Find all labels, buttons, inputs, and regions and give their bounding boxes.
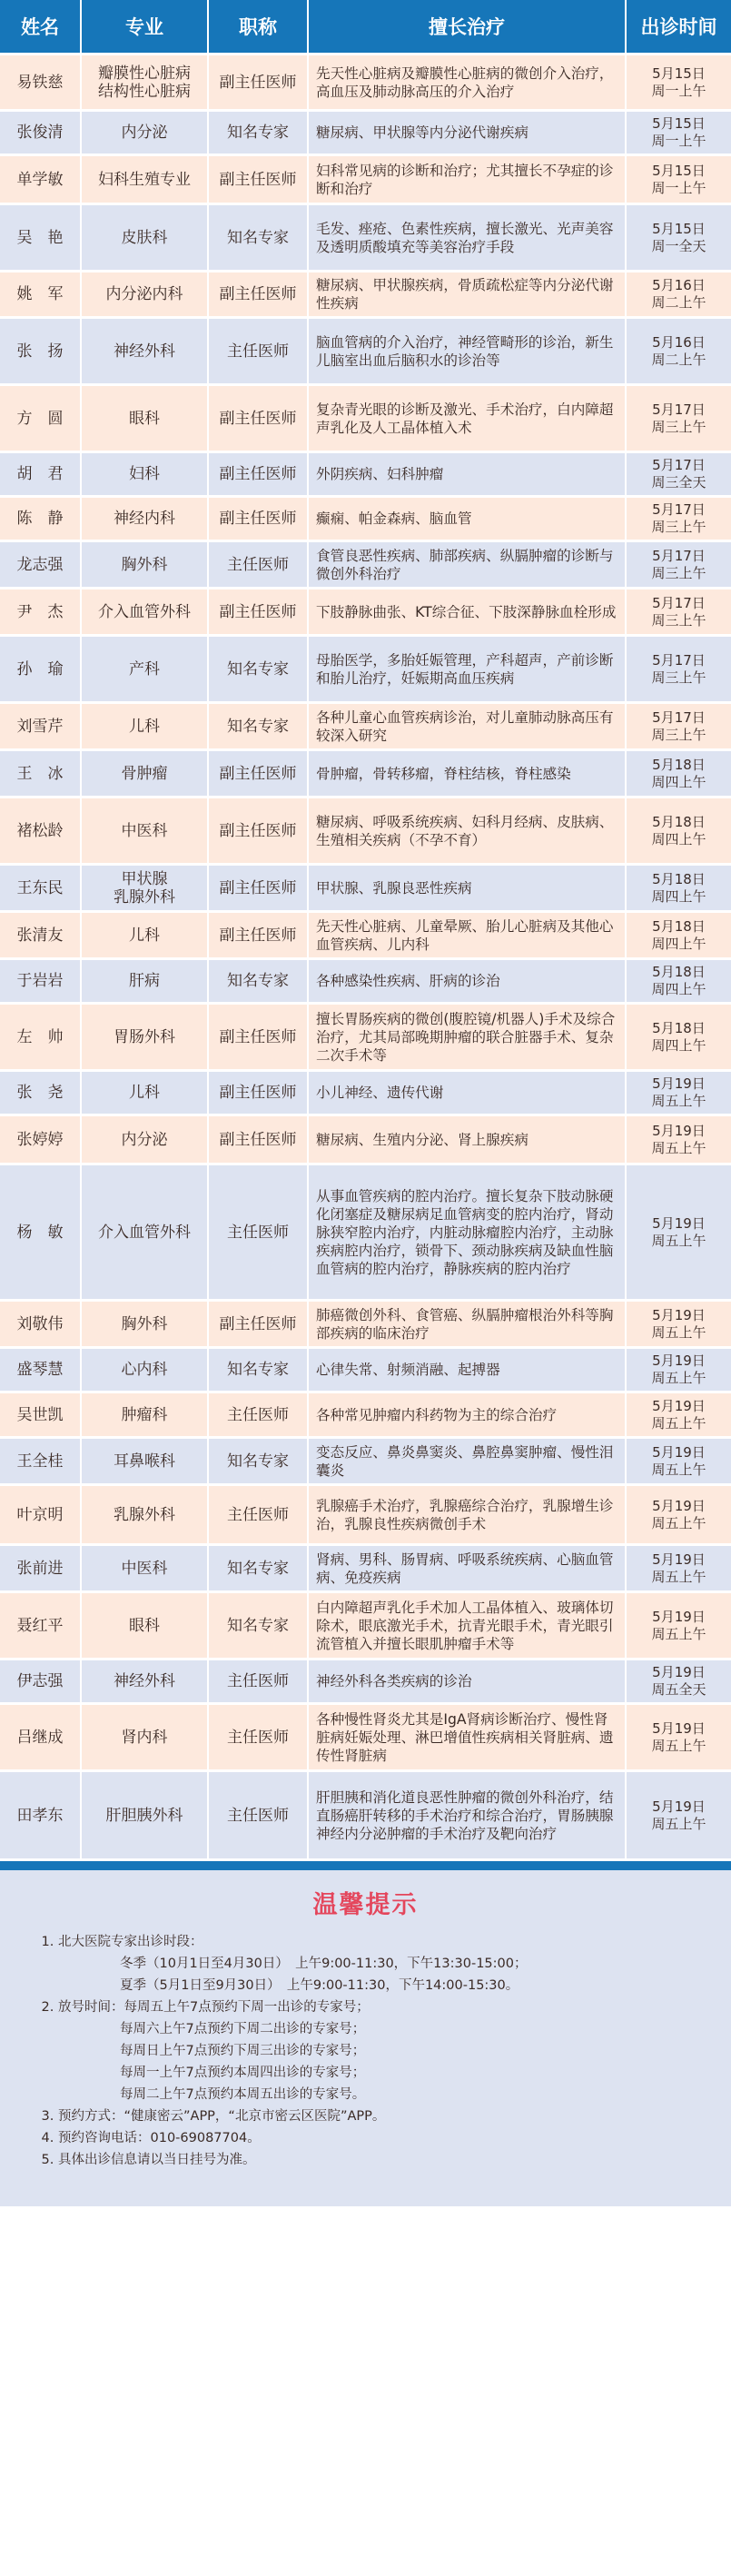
department: 产科 <box>82 637 209 704</box>
department: 内分泌 <box>82 112 209 156</box>
specialty: 先天性心脏病、儿童晕厥、胎儿心脏病及其他心血管疾病、儿内科 <box>309 913 627 960</box>
doctor-title: 副主任医师 <box>209 751 309 798</box>
table-body <box>0 55 731 1861</box>
specialty: 先天性心脏病及瓣膜性心脏病的微创介入治疗，高血压及肺动脉高压的介入治疗 <box>309 55 627 112</box>
tips-title: 温馨提示 <box>312 1891 419 1919</box>
clinic-date: 5月18日 <box>652 870 706 887</box>
specialty: 外阴疾病、妇科肿瘤 <box>309 453 627 498</box>
clinic-slot: 周四上午 <box>651 981 706 997</box>
doctor-title: 知名专家 <box>209 1546 309 1593</box>
doctor-name: 田孝东 <box>0 1772 82 1861</box>
specialty: 肺癌微创外科、食管癌、纵膈肿瘤根治外科等胸部疾病的临床治疗 <box>309 1302 627 1349</box>
specialty: 癫痫、帕金森病、脑血管 <box>309 498 627 542</box>
clinic-time <box>627 1439 731 1486</box>
doctor-name: 张 尧 <box>0 1072 82 1116</box>
department: 儿科 <box>82 1072 209 1116</box>
table-row <box>0 1660 731 1705</box>
department: 内分泌 <box>82 1116 209 1165</box>
specialty: 变态反应、鼻炎鼻窦炎、鼻腔鼻窦肿瘤、慢性泪囊炎 <box>309 1439 627 1486</box>
clinic-slot: 周五上午 <box>651 1514 706 1531</box>
clinic-slot: 周三上午 <box>651 519 706 535</box>
specialty: 脑血管病的介入治疗，神经管畸形的诊治，新生儿脑室出血后脑积水的诊治等 <box>309 319 627 386</box>
department: 肝胆胰外科 <box>82 1772 209 1861</box>
clinic-date: 5月19日 <box>652 1443 706 1461</box>
doctor-title: 副主任医师 <box>209 272 309 319</box>
clinic-date: 5月16日 <box>652 333 706 351</box>
doctor-name: 张 扬 <box>0 319 82 386</box>
department: 内分泌内科 <box>82 272 209 319</box>
doctor-title: 副主任医师 <box>209 1005 309 1072</box>
clinic-slot: 周五上午 <box>651 1568 706 1585</box>
clinic-date: 5月18日 <box>652 964 706 980</box>
department: 皮肤科 <box>82 205 209 272</box>
doctor-name: 易铁慈 <box>0 55 82 112</box>
doctor-name: 尹 杰 <box>0 590 82 637</box>
table-row <box>0 913 731 960</box>
clinic-time <box>627 1705 731 1772</box>
doctor-title: 主任医师 <box>209 1660 309 1705</box>
clinic-slot: 周四上午 <box>651 773 706 790</box>
doctor-title: 主任医师 <box>209 1772 309 1861</box>
specialty: 擅长胃肠疾病的微创(腹腔镜/机器人)手术及综合治疗，尤其局部晚期肿瘤的联合脏器手术、复杂二次手术等 <box>309 1005 627 1072</box>
clinic-time <box>627 319 731 386</box>
table-row <box>0 386 731 453</box>
doctor-title: 主任医师 <box>209 1486 309 1546</box>
doctor-name: 陈 静 <box>0 498 82 542</box>
specialty: 各种感染性疾病、肝病的诊治 <box>309 960 627 1005</box>
table-row <box>0 1302 731 1349</box>
clinic-slot: 周一全天 <box>651 237 706 254</box>
doctor-name: 于岩岩 <box>0 960 82 1005</box>
doctor-title: 副主任医师 <box>209 386 309 453</box>
table-row <box>0 1165 731 1302</box>
doctor-name: 吕继成 <box>0 1705 82 1772</box>
clinic-time <box>627 913 731 960</box>
table-row <box>0 798 731 866</box>
doctor-name: 杨 敏 <box>0 1165 82 1302</box>
table-row <box>0 1072 731 1116</box>
clinic-time <box>627 1005 731 1072</box>
clinic-date: 5月18日 <box>652 813 706 830</box>
tips-item-2 <box>58 1996 713 2105</box>
specialty: 食管良恶性疾病、肺部疾病、纵膈肿瘤的诊断与微创外科治疗 <box>309 542 627 590</box>
clinic-time <box>627 1072 731 1116</box>
clinic-slot: 周四上午 <box>651 1036 706 1054</box>
department: 乳腺外科 <box>82 1486 209 1546</box>
clinic-time <box>627 590 731 637</box>
department: 介入血管外科 <box>82 1165 209 1302</box>
clinic-slot: 周一上午 <box>651 133 706 149</box>
clinic-slot: 周五上午 <box>651 1461 706 1478</box>
table-row <box>0 453 731 498</box>
table-row <box>0 542 731 590</box>
doctor-title: 主任医师 <box>209 319 309 386</box>
doctor-name: 刘敬伟 <box>0 1302 82 1349</box>
header-specialty: 擅长治疗 <box>309 0 627 55</box>
clinic-slot: 周三全天 <box>651 474 706 490</box>
table-row <box>0 156 731 205</box>
table-row <box>0 205 731 272</box>
clinic-time <box>627 1302 731 1349</box>
clinic-time <box>627 156 731 205</box>
clinic-date: 5月19日 <box>652 1352 706 1369</box>
doctor-title: 主任医师 <box>209 1705 309 1772</box>
doctor-name: 方 圆 <box>0 386 82 453</box>
department: 介入血管外科 <box>82 590 209 637</box>
specialty: 糖尿病、呼吸系统疾病、妇科月经病、皮肤病、生殖相关疾病（不孕不育） <box>309 798 627 866</box>
doctor-title: 副主任医师 <box>209 590 309 637</box>
doctor-name: 张婷婷 <box>0 1116 82 1165</box>
clinic-time <box>627 1393 731 1439</box>
clinic-time <box>627 1116 731 1165</box>
department: 肾内科 <box>82 1705 209 1772</box>
clinic-time <box>627 386 731 453</box>
clinic-date: 5月17日 <box>652 594 706 611</box>
doctor-title: 副主任医师 <box>209 453 309 498</box>
doctor-name: 褚松龄 <box>0 798 82 866</box>
table-row <box>0 1705 731 1772</box>
doctor-name: 吴 艳 <box>0 205 82 272</box>
doctor-name: 左 帅 <box>0 1005 82 1072</box>
clinic-time <box>627 205 731 272</box>
table-row <box>0 1116 731 1165</box>
table-row <box>0 112 731 156</box>
doctor-name: 龙志强 <box>0 542 82 590</box>
clinic-slot: 周三上午 <box>651 611 706 629</box>
department: 瓣膜性心脏病 结构性心脏病 <box>82 55 209 112</box>
department: 肝病 <box>82 960 209 1005</box>
table-row <box>0 1546 731 1593</box>
table-row <box>0 960 731 1005</box>
doctor-name: 刘雪芹 <box>0 704 82 751</box>
doctor-name: 王 冰 <box>0 751 82 798</box>
clinic-date: 5月19日 <box>652 1397 706 1414</box>
clinic-time <box>627 453 731 498</box>
clinic-date: 5月19日 <box>652 1551 706 1568</box>
clinic-slot: 周五上午 <box>651 1815 706 1832</box>
doctor-title: 副主任医师 <box>209 798 309 866</box>
tips-item-4: 4. 预约咨询电话：010-69087704。 <box>58 2127 713 2149</box>
clinic-slot: 周五上午 <box>651 1323 706 1341</box>
specialty: 糖尿病、生殖内分泌、肾上腺疾病 <box>309 1116 627 1165</box>
clinic-date: 5月19日 <box>652 1719 706 1737</box>
doctor-name: 孙 瑜 <box>0 637 82 704</box>
tips-summer-hours: 夏季（5月1日至9月30日） 上午9:00-11:30，下午14:00-15:30。 <box>120 1978 519 1993</box>
department: 心内科 <box>82 1349 209 1393</box>
tips-item-3: 3. 预约方式：“健康密云”APP，“北京市密云区医院”APP。 <box>58 2105 713 2127</box>
clinic-date: 5月18日 <box>652 917 706 935</box>
table-row <box>0 498 731 542</box>
doctor-title: 知名专家 <box>209 704 309 751</box>
table-row <box>0 637 731 704</box>
tips-release-line-3: 每周日上午7点预约下周三出诊的专家号； <box>120 2044 366 2058</box>
table-row <box>0 1349 731 1393</box>
clinic-date: 5月15日 <box>652 220 706 237</box>
header-dept: 专业 <box>82 0 209 55</box>
clinic-date: 5月17日 <box>652 708 706 726</box>
doctor-title: 知名专家 <box>209 637 309 704</box>
specialty: 各种慢性肾炎尤其是IgA肾病诊断治疗、慢性肾脏病妊娠处理、淋巴增值性疾病相关肾脏病、遗传性肾脏病 <box>309 1705 627 1772</box>
department: 儿科 <box>82 704 209 751</box>
clinic-time <box>627 1593 731 1660</box>
clinic-time <box>627 272 731 319</box>
specialty: 毛发、痤疮、色素性疾病，擅长激光、光声美容及透明质酸填充等美容治疗手段 <box>309 205 627 272</box>
specialty: 各种儿童心血管疾病诊治，对儿童肺动脉高压有较深入研究 <box>309 704 627 751</box>
table-row <box>0 704 731 751</box>
clinic-slot: 周三上午 <box>651 418 706 435</box>
table-row <box>0 55 731 112</box>
clinic-date: 5月19日 <box>652 1798 706 1815</box>
doctor-title: 副主任医师 <box>209 498 309 542</box>
specialty: 复杂青光眼的诊断及激光、手术治疗，白内障超声乳化及人工晶体植入术 <box>309 386 627 453</box>
table-row <box>0 1486 731 1546</box>
department: 骨肿瘤 <box>82 751 209 798</box>
clinic-date: 5月17日 <box>652 651 706 669</box>
specialty: 心律失常、射频消融、起搏器 <box>309 1349 627 1393</box>
table-row <box>0 272 731 319</box>
doctor-title: 副主任医师 <box>209 156 309 205</box>
tips-winter-hours: 冬季（10月1日至4月30日） 上午9:00-11:30，下午13:30-15:00； <box>120 1957 528 1971</box>
clinic-date: 5月19日 <box>652 1664 706 1680</box>
clinic-time <box>627 1165 731 1302</box>
department: 眼科 <box>82 386 209 453</box>
clinic-slot: 周一上午 <box>651 82 706 99</box>
doctor-name: 聂红平 <box>0 1593 82 1660</box>
clinic-slot: 周五上午 <box>651 1139 706 1156</box>
doctor-title: 副主任医师 <box>209 55 309 112</box>
doctor-name: 张俊清 <box>0 112 82 156</box>
tips-item-5: 5. 具体出诊信息请以当日挂号为准。 <box>58 2149 713 2171</box>
specialty: 甲状腺、乳腺良恶性疾病 <box>309 866 627 913</box>
department: 神经外科 <box>82 1660 209 1705</box>
clinic-date: 5月15日 <box>652 162 706 179</box>
tips-release-line-2: 每周六上午7点预约下周二出诊的专家号； <box>120 2022 366 2036</box>
doctor-title: 副主任医师 <box>209 866 309 913</box>
department: 甲状腺 乳腺外科 <box>82 866 209 913</box>
clinic-time <box>627 704 731 751</box>
doctor-title: 知名专家 <box>209 112 309 156</box>
specialty: 肾病、男科、肠胃病、呼吸系统疾病、心脑血管病、免疫疾病 <box>309 1546 627 1593</box>
doctor-name: 叶京明 <box>0 1486 82 1546</box>
clinic-date: 5月19日 <box>652 1608 706 1625</box>
table-row <box>0 1005 731 1072</box>
tips-list <box>0 1931 731 2171</box>
doctor-title: 知名专家 <box>209 960 309 1005</box>
specialty: 白内障超声乳化手术加人工晶体植入、玻璃体切除术，眼底激光手术，抗青光眼手术，青光眼引流管植入并擅长眼肌肿瘤手术等 <box>309 1593 627 1660</box>
clinic-date: 5月15日 <box>652 115 706 132</box>
clinic-slot: 周四上午 <box>651 887 706 905</box>
clinic-slot: 周五全天 <box>651 1681 706 1698</box>
clinic-time <box>627 798 731 866</box>
specialty: 妇科常见病的诊断和治疗；尤其擅长不孕症的诊断和治疗 <box>309 156 627 205</box>
clinic-slot: 周四上午 <box>651 935 706 952</box>
doctor-name: 伊志强 <box>0 1660 82 1705</box>
department: 胸外科 <box>82 1302 209 1349</box>
table-row <box>0 1439 731 1486</box>
clinic-date: 5月17日 <box>652 401 706 418</box>
department: 妇科生殖专业 <box>82 156 209 205</box>
clinic-slot: 周二上午 <box>651 351 706 368</box>
table-row <box>0 751 731 798</box>
clinic-date: 5月18日 <box>652 1019 706 1036</box>
doctor-name: 姚 军 <box>0 272 82 319</box>
department: 中医科 <box>82 798 209 866</box>
clinic-time <box>627 1546 731 1593</box>
department: 胸外科 <box>82 542 209 590</box>
specialty: 各种常见肿瘤内科药物为主的综合治疗 <box>309 1393 627 1439</box>
clinic-time <box>627 1486 731 1546</box>
table-row <box>0 590 731 637</box>
clinic-slot: 周五上午 <box>651 1370 706 1386</box>
doctor-title: 知名专家 <box>209 1439 309 1486</box>
doctor-name: 胡 君 <box>0 453 82 498</box>
clinic-date: 5月17日 <box>652 457 706 473</box>
specialty: 神经外科各类疾病的诊治 <box>309 1660 627 1705</box>
table-row <box>0 1772 731 1861</box>
clinic-slot: 周五上午 <box>651 1625 706 1642</box>
table-row <box>0 1593 731 1660</box>
clinic-date: 5月19日 <box>652 1214 706 1232</box>
department: 神经外科 <box>82 319 209 386</box>
clinic-time <box>627 637 731 704</box>
clinic-time <box>627 55 731 112</box>
doctor-title: 副主任医师 <box>209 1116 309 1165</box>
doctor-title: 副主任医师 <box>209 1302 309 1349</box>
clinic-slot: 周五上午 <box>651 1232 706 1249</box>
clinic-time <box>627 1349 731 1393</box>
specialty: 下肢静脉曲张、KT综合征、下肢深静脉血栓形成 <box>309 590 627 637</box>
department: 肿瘤科 <box>82 1393 209 1439</box>
doctor-name: 盛琴慧 <box>0 1349 82 1393</box>
header-time: 出诊时间 <box>627 0 731 55</box>
specialty: 糖尿病、甲状腺疾病，骨质疏松症等内分泌代谢性疾病 <box>309 272 627 319</box>
clinic-slot: 周三上午 <box>651 564 706 581</box>
clinic-slot: 周三上午 <box>651 669 706 686</box>
clinic-slot: 周一上午 <box>651 179 706 196</box>
clinic-slot: 周五上午 <box>651 1737 706 1754</box>
table-row <box>0 866 731 913</box>
clinic-time <box>627 866 731 913</box>
doctor-name: 张前进 <box>0 1546 82 1593</box>
doctor-title: 知名专家 <box>209 205 309 272</box>
tips-panel <box>0 1861 731 2206</box>
doctor-name: 王全桂 <box>0 1439 82 1486</box>
clinic-time <box>627 112 731 156</box>
header-title: 职称 <box>209 0 309 55</box>
department: 妇科 <box>82 453 209 498</box>
clinic-slot: 周三上午 <box>651 726 706 743</box>
specialty: 从事血管疾病的腔内治疗。擅长复杂下肢动脉硬化闭塞症及糖尿病足血管病变的腔内治疗，肾动脉狭窄腔内治疗，内脏动脉瘤腔内治疗，主动脉疾病腔内治疗，锁骨下、颈动脉疾病及缺血性脑血管病的腔内治疗，静脉疾病的腔内治疗 <box>309 1165 627 1302</box>
specialty: 骨肿瘤，骨转移瘤，脊柱结核，脊柱感染 <box>309 751 627 798</box>
clinic-date: 5月18日 <box>652 756 706 773</box>
clinic-time <box>627 751 731 798</box>
department: 神经内科 <box>82 498 209 542</box>
clinic-date: 5月19日 <box>652 1497 706 1514</box>
table-header <box>0 0 731 55</box>
clinic-date: 5月16日 <box>652 277 706 293</box>
tips-release-line-5: 每周二上午7点预约本周五出诊的专家号。 <box>120 2087 366 2102</box>
specialty: 乳腺癌手术治疗，乳腺癌综合治疗，乳腺增生诊治，乳腺良性疾病微创手术 <box>309 1486 627 1546</box>
specialty: 肝胆胰和消化道良恶性肿瘤的微创外科治疗，结直肠癌肝转移的手术治疗和综合治疗，胃肠胰腺神经内分泌肿瘤的手术治疗及靶向治疗 <box>309 1772 627 1861</box>
doctor-title: 知名专家 <box>209 1593 309 1660</box>
clinic-time <box>627 1772 731 1861</box>
clinic-time <box>627 1660 731 1705</box>
clinic-slot: 周五上午 <box>651 1414 706 1432</box>
clinic-date: 5月19日 <box>652 1075 706 1092</box>
doctor-name: 吴世凯 <box>0 1393 82 1439</box>
doctor-title: 主任医师 <box>209 1165 309 1302</box>
clinic-slot: 周四上午 <box>651 830 706 847</box>
specialty: 母胎医学，多胎妊娠管理，产科超声，产前诊断和胎儿治疗，妊娠期高血压疾病 <box>309 637 627 704</box>
specialty: 小儿神经、遗传代谢 <box>309 1072 627 1116</box>
clinic-date: 5月17日 <box>652 547 706 564</box>
doctor-title: 主任医师 <box>209 1393 309 1439</box>
doctor-name: 张清友 <box>0 913 82 960</box>
doctor-name: 单学敏 <box>0 156 82 205</box>
table-row <box>0 1393 731 1439</box>
clinic-date: 5月15日 <box>652 64 706 82</box>
doctor-name: 王东民 <box>0 866 82 913</box>
table-row <box>0 319 731 386</box>
department: 儿科 <box>82 913 209 960</box>
tips-release-line-4: 每周一上午7点预约本周四出诊的专家号； <box>120 2066 366 2080</box>
clinic-date: 5月19日 <box>652 1306 706 1323</box>
specialty: 糖尿病、甲状腺等内分泌代谢疾病 <box>309 112 627 156</box>
department: 眼科 <box>82 1593 209 1660</box>
department: 胃肠外科 <box>82 1005 209 1072</box>
clinic-date: 5月19日 <box>652 1122 706 1139</box>
tips-hours-label: 北大医院专家出诊时段： <box>58 1935 203 1949</box>
doctor-title: 知名专家 <box>209 1349 309 1393</box>
clinic-time <box>627 498 731 542</box>
department: 中医科 <box>82 1546 209 1593</box>
doctor-title: 副主任医师 <box>209 913 309 960</box>
department: 耳鼻喉科 <box>82 1439 209 1486</box>
clinic-time <box>627 960 731 1005</box>
tips-release-line-1: 放号时间：每周五上午7点预约下周一出诊的专家号； <box>58 2000 370 2015</box>
clinic-slot: 周五上午 <box>651 1093 706 1109</box>
clinic-date: 5月17日 <box>652 501 706 518</box>
header-name: 姓名 <box>0 0 82 55</box>
tips-item-1 <box>58 1931 713 1996</box>
doctor-title: 主任医师 <box>209 542 309 590</box>
clinic-slot: 周二上午 <box>651 294 706 311</box>
clinic-time <box>627 542 731 590</box>
doctor-title: 副主任医师 <box>209 1072 309 1116</box>
